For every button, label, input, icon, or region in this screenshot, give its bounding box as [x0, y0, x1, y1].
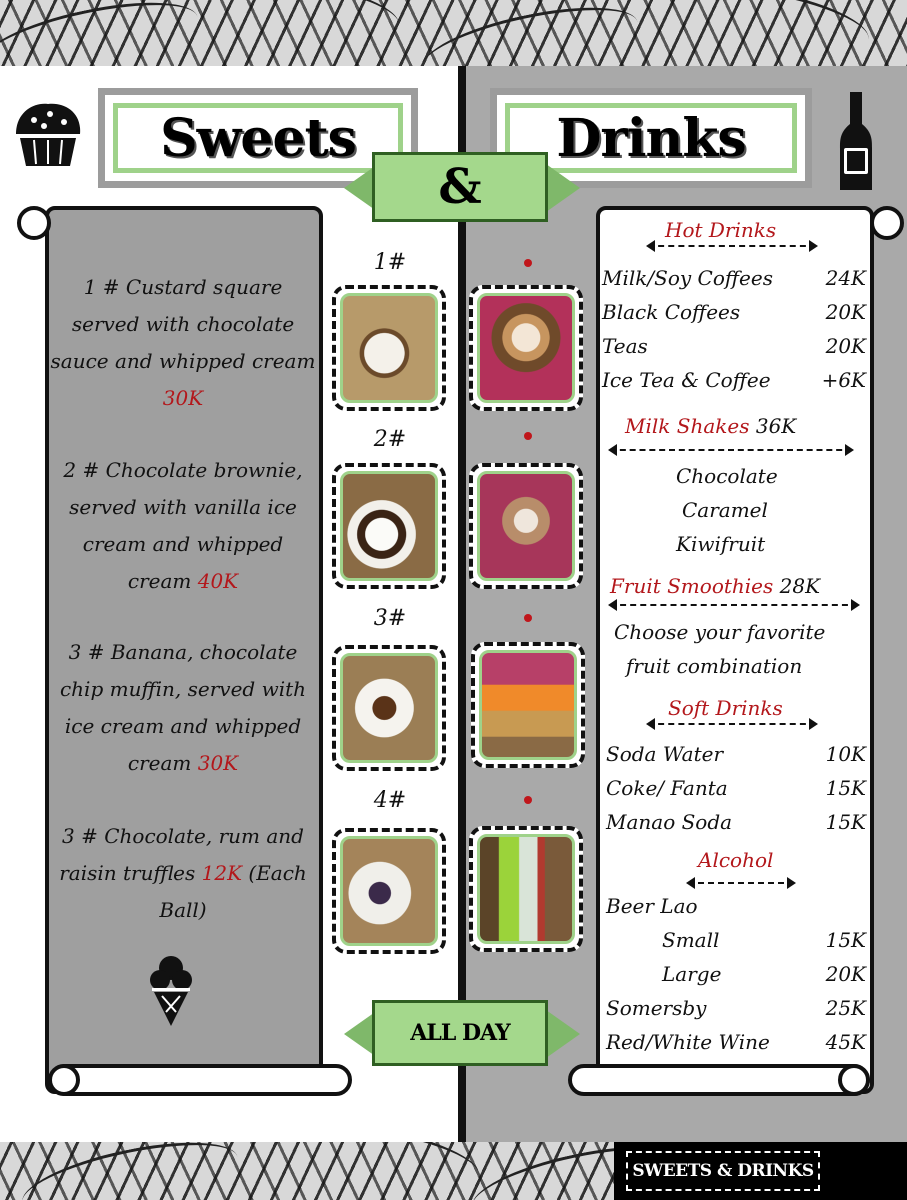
alcohol-item-2-name: Large	[662, 962, 722, 986]
ice-cream-icon	[148, 954, 194, 1028]
red-dot-2	[524, 432, 532, 440]
sweet-price-2: 40K	[197, 569, 239, 593]
soft-item-2-price: 15K	[825, 776, 866, 800]
soft-item-2-name: Coke/ Fanta	[606, 776, 728, 800]
sweet-price-4: 12K	[201, 861, 243, 885]
sweet-number-3: 3#	[373, 606, 407, 631]
hot-item-4-name: Ice Tea & Coffee	[602, 368, 771, 392]
scroll-curl-bottom-left	[48, 1064, 80, 1096]
hot-item-4-price: +6K	[821, 368, 866, 392]
scroll-bottom-right	[568, 1064, 870, 1096]
smoothies-line-1: Choose your favorite	[614, 620, 826, 644]
soft-item-1-price: 10K	[825, 742, 866, 766]
scroll-curl-top-left	[17, 206, 51, 240]
alcohol-item-4-name: Red/White Wine	[606, 1030, 770, 1054]
all-day-ribbon	[372, 1000, 548, 1066]
alcohol-item-3-name: Somersby	[606, 996, 707, 1020]
sweet-item-3: 3 # Banana, chocolate chip muffin, served with ice cream and whipped cream 30K	[59, 640, 307, 775]
soft-drinks-heading: Soft Drinks	[668, 696, 783, 720]
smoothies-heading: Fruit Smoothies 28K	[610, 574, 821, 598]
all-day-label: ALL DAY	[410, 1020, 510, 1046]
alcohol-item-1-name: Small	[662, 928, 720, 952]
red-dot-4	[524, 796, 532, 804]
alcohol-item-3-price: 25K	[825, 996, 866, 1020]
sweet-price-1: 30K	[162, 386, 204, 410]
soft-item-3-name: Manao Soda	[606, 810, 733, 834]
footer-tag	[626, 1151, 820, 1191]
drink-photo-2	[469, 463, 583, 589]
alcohol-item-2-price: 20K	[825, 962, 866, 986]
shake-flavor-2: Caramel	[682, 498, 768, 522]
shake-flavor-1: Chocolate	[676, 464, 778, 488]
ampersand: &	[438, 159, 482, 215]
smoothies-price: 28K	[779, 574, 821, 598]
sweet-number-4: 4#	[373, 788, 407, 813]
alcohol-heading: Alcohol	[698, 848, 774, 872]
milk-shakes-arrow	[610, 449, 852, 451]
fern-banner-top	[0, 0, 907, 66]
scroll-curl-bottom-right	[838, 1064, 870, 1096]
alcohol-item-4-price: 45K	[825, 1030, 866, 1054]
hot-drinks-arrow	[648, 245, 816, 247]
hot-item-1-price: 24K	[825, 266, 866, 290]
sweet-item-1: 1 # Custard square served with chocolate sauce and whipped cream 30K	[50, 275, 316, 410]
soft-drinks-arrow	[648, 723, 816, 725]
soft-item-3-price: 15K	[825, 810, 866, 834]
sweet-item-2: 2 # Chocolate brownie, served with vanilla ice cream and whipped cream 40K	[63, 458, 303, 593]
red-dot-1	[524, 259, 532, 267]
scroll-bottom-left	[50, 1064, 352, 1096]
sweet-number-1: 1#	[373, 250, 407, 275]
hot-item-3-price: 20K	[825, 334, 866, 358]
alcohol-beer: Beer Lao	[606, 894, 698, 918]
smoothies-arrow	[610, 604, 858, 606]
red-dot-3	[524, 614, 532, 622]
scroll-curl-top-right	[870, 206, 904, 240]
hot-item-3-name: Teas	[602, 334, 648, 358]
bottle-icon	[836, 90, 876, 194]
hot-item-2-price: 20K	[825, 300, 866, 324]
sweet-photo-2	[332, 463, 446, 589]
sweet-photo-1	[332, 285, 446, 411]
center-divider	[458, 66, 466, 1142]
smoothies-line-2: fruit combination	[626, 654, 803, 678]
soft-item-1-name: Soda Water	[606, 742, 724, 766]
milk-shakes-price: 36K	[755, 414, 797, 438]
alcohol-item-1-price: 15K	[825, 928, 866, 952]
ribbon-tail-right	[546, 164, 580, 212]
hot-item-2-name: Black Coffees	[602, 300, 741, 324]
shake-flavor-3: Kiwifruit	[676, 532, 766, 556]
drinks-title: Drinks	[556, 107, 746, 169]
footer-tag-label: SWEETS & DRINKS	[632, 1161, 814, 1181]
milk-shakes-heading: Milk Shakes 36K	[625, 414, 797, 438]
alcohol-arrow	[688, 882, 794, 884]
allday-tail-right	[546, 1010, 580, 1058]
sweet-price-3: 30K	[197, 751, 239, 775]
drink-photo-4	[469, 826, 583, 952]
drink-photo-1	[469, 285, 583, 411]
sweet-photo-4	[332, 828, 446, 954]
hot-drinks-heading: Hot Drinks	[665, 218, 777, 242]
drink-photo-3	[471, 642, 585, 768]
sweets-title: Sweets	[160, 107, 356, 169]
ampersand-ribbon	[372, 152, 548, 222]
muffin-icon	[10, 100, 86, 170]
hot-item-1-name: Milk/Soy Coffees	[602, 266, 773, 290]
sweet-photo-3	[332, 645, 446, 771]
sweet-item-4: 3 # Chocolate, rum and raisin truffles 12K (Each Ball)	[59, 824, 307, 922]
sweet-number-2: 2#	[373, 427, 407, 452]
